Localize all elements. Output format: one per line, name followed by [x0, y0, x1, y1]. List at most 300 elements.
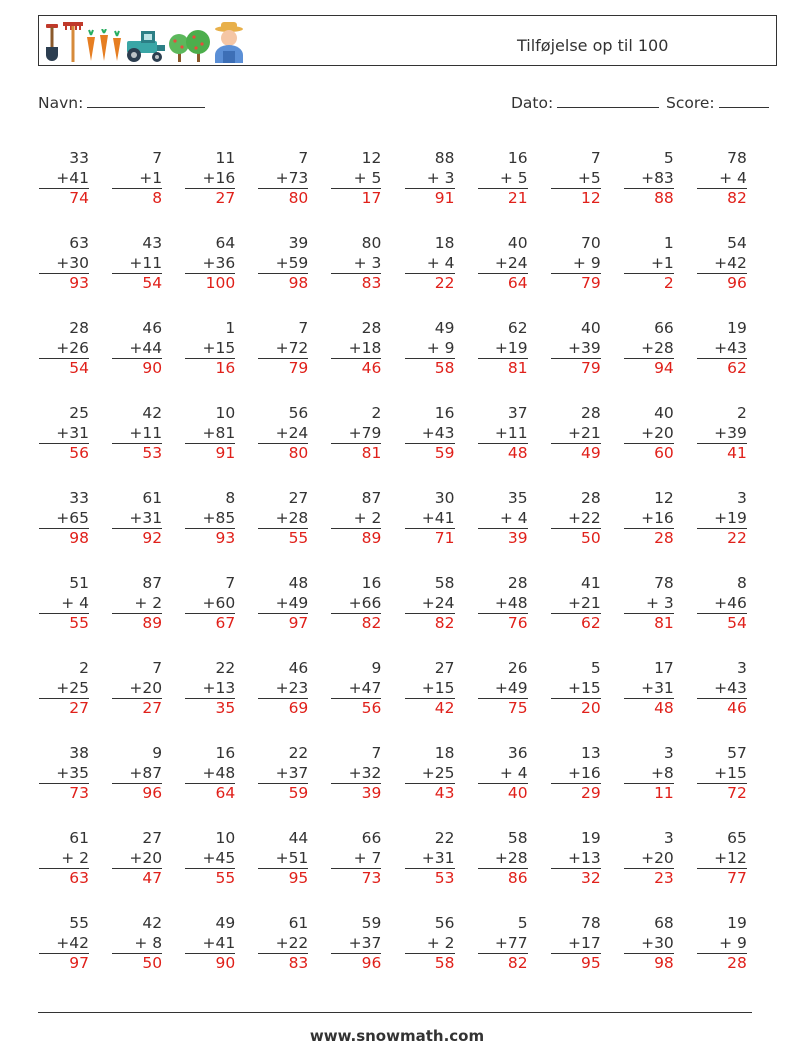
first-addend: 36 — [507, 744, 528, 762]
first-addend: 58 — [507, 829, 528, 847]
addition-problem — [258, 574, 308, 634]
answer: 80 — [288, 444, 309, 462]
second-addend: +39 — [551, 339, 601, 360]
addition-problem — [551, 744, 601, 804]
answer: 42 — [434, 699, 455, 717]
second-addend: +17 — [551, 934, 601, 955]
second-addend: +31 — [405, 849, 455, 870]
answer: 21 — [507, 189, 528, 207]
first-addend: 62 — [507, 319, 528, 337]
answer: 92 — [142, 529, 163, 547]
first-addend: 80 — [361, 234, 382, 252]
second-addend: +22 — [258, 934, 308, 955]
answer: 73 — [361, 869, 382, 887]
addition-problem — [185, 319, 235, 379]
answer: 28 — [654, 529, 674, 547]
second-addend: + 9 — [551, 254, 601, 275]
addition-problem — [478, 319, 528, 379]
addition-problem — [697, 914, 747, 974]
second-addend: +19 — [478, 339, 528, 360]
answer: 77 — [727, 869, 747, 887]
answer: 82 — [361, 614, 382, 632]
addition-problem — [39, 914, 89, 974]
second-addend: +16 — [624, 509, 674, 530]
second-addend: +79 — [331, 424, 381, 445]
addition-problem — [185, 149, 235, 209]
addition-problem — [331, 829, 381, 889]
date-label: Dato: — [511, 94, 554, 112]
second-addend: +19 — [697, 509, 747, 530]
date-field[interactable] — [511, 93, 659, 112]
second-addend: +15 — [185, 339, 235, 360]
first-addend: 54 — [727, 234, 747, 252]
first-addend: 44 — [288, 829, 309, 847]
second-addend: +20 — [112, 679, 162, 700]
addition-problem — [551, 319, 601, 379]
second-addend: +32 — [331, 764, 381, 785]
first-addend: 25 — [69, 404, 89, 422]
second-addend: +21 — [551, 424, 601, 445]
addition-problem — [112, 574, 162, 634]
addition-problem — [478, 744, 528, 804]
addition-problem — [112, 234, 162, 294]
first-addend: 27 — [288, 489, 309, 507]
second-addend: +85 — [185, 509, 235, 530]
second-addend: +25 — [39, 679, 89, 700]
second-addend: +49 — [258, 594, 308, 615]
second-addend: +20 — [624, 424, 674, 445]
addition-problem — [185, 914, 235, 974]
first-addend: 41 — [580, 574, 601, 592]
addition-problem — [258, 659, 308, 719]
answer: 48 — [654, 699, 674, 717]
second-addend: + 3 — [331, 254, 381, 275]
first-addend: 5 — [590, 659, 601, 677]
second-addend: +11 — [112, 254, 162, 275]
second-addend: + 2 — [112, 594, 162, 615]
first-addend: 55 — [69, 914, 89, 932]
second-addend: +28 — [258, 509, 308, 530]
first-addend: 18 — [434, 234, 455, 252]
answer: 83 — [288, 954, 309, 972]
addition-problem — [405, 319, 455, 379]
second-addend: +60 — [185, 594, 235, 615]
second-addend: +11 — [478, 424, 528, 445]
addition-problem — [405, 149, 455, 209]
addition-problem — [624, 659, 674, 719]
first-addend: 7 — [225, 574, 236, 592]
addition-problem — [258, 914, 308, 974]
second-addend: +43 — [697, 339, 747, 360]
first-addend: 7 — [371, 744, 382, 762]
answer: 63 — [69, 869, 89, 887]
addition-problem — [112, 149, 162, 209]
answer: 82 — [727, 189, 747, 207]
first-addend: 5 — [663, 149, 674, 167]
first-addend: 28 — [580, 404, 601, 422]
trees-icon — [167, 27, 211, 63]
first-addend: 10 — [215, 404, 236, 422]
first-addend: 7 — [298, 319, 309, 337]
first-addend: 16 — [215, 744, 236, 762]
addition-problem — [258, 149, 308, 209]
first-addend: 19 — [580, 829, 601, 847]
answer: 46 — [361, 359, 382, 377]
second-addend: +5 — [551, 169, 601, 190]
second-addend: + 4 — [478, 764, 528, 785]
addition-problem — [478, 914, 528, 974]
addition-problem — [331, 744, 381, 804]
first-addend: 7 — [152, 659, 163, 677]
second-addend: +13 — [551, 849, 601, 870]
second-addend: +43 — [697, 679, 747, 700]
second-addend: +21 — [551, 594, 601, 615]
answer: 2 — [663, 274, 674, 292]
addition-problem — [551, 489, 601, 549]
second-addend: +24 — [405, 594, 455, 615]
first-addend: 26 — [507, 659, 528, 677]
answer: 96 — [727, 274, 747, 292]
first-addend: 78 — [580, 914, 601, 932]
second-addend: +49 — [478, 679, 528, 700]
answer: 16 — [215, 359, 236, 377]
addition-problem — [258, 744, 308, 804]
answer: 53 — [142, 444, 163, 462]
name-label: Navn: — [38, 94, 84, 112]
addition-problem — [39, 404, 89, 464]
tractor-icon — [123, 29, 167, 63]
second-addend: +26 — [39, 339, 89, 360]
answer: 23 — [654, 869, 674, 887]
addition-problem — [697, 574, 747, 634]
addition-problem — [39, 489, 89, 549]
answer: 60 — [654, 444, 674, 462]
first-addend: 66 — [361, 829, 382, 847]
first-addend: 16 — [361, 574, 382, 592]
answer: 67 — [215, 614, 236, 632]
second-addend: +30 — [39, 254, 89, 275]
first-addend: 1 — [225, 319, 236, 337]
first-addend: 33 — [69, 489, 89, 507]
addition-problem — [478, 574, 528, 634]
addition-problem — [112, 744, 162, 804]
addition-problem — [185, 659, 235, 719]
answer: 81 — [361, 444, 382, 462]
addition-problem — [39, 744, 89, 804]
carrots-icon — [85, 29, 123, 63]
addition-problem — [405, 404, 455, 464]
answer: 49 — [580, 444, 601, 462]
name-line[interactable] — [87, 93, 205, 108]
first-addend: 16 — [434, 404, 455, 422]
addition-problem — [624, 829, 674, 889]
second-addend: +37 — [258, 764, 308, 785]
addition-problem — [551, 404, 601, 464]
addition-problem — [185, 574, 235, 634]
addition-problem — [551, 659, 601, 719]
answer: 90 — [142, 359, 163, 377]
first-addend: 9 — [152, 744, 163, 762]
second-addend: +37 — [331, 934, 381, 955]
addition-problem — [112, 489, 162, 549]
addition-problem — [258, 829, 308, 889]
second-addend: +12 — [697, 849, 747, 870]
first-addend: 48 — [288, 574, 309, 592]
second-addend: +59 — [258, 254, 308, 275]
answer: 72 — [727, 784, 747, 802]
first-addend: 49 — [434, 319, 455, 337]
worksheet-header — [38, 15, 777, 66]
first-addend: 1 — [663, 234, 674, 252]
header-icons — [43, 19, 247, 63]
date-line[interactable] — [557, 93, 659, 108]
addition-problem — [185, 744, 235, 804]
addition-problem — [697, 319, 747, 379]
answer: 90 — [215, 954, 236, 972]
first-addend: 66 — [654, 319, 674, 337]
second-addend: +31 — [624, 679, 674, 700]
answer: 47 — [142, 869, 163, 887]
answer: 81 — [654, 614, 674, 632]
answer: 94 — [654, 359, 674, 377]
first-addend: 59 — [361, 914, 382, 932]
answer: 28 — [727, 954, 747, 972]
first-addend: 33 — [69, 149, 89, 167]
addition-problem — [697, 404, 747, 464]
addition-problem — [478, 659, 528, 719]
second-addend: + 2 — [39, 849, 89, 870]
addition-problem — [331, 914, 381, 974]
answer: 89 — [361, 529, 382, 547]
answer: 62 — [580, 614, 601, 632]
worksheet-title: Tilføjelse op til 100 — [517, 36, 669, 55]
second-addend: +20 — [112, 849, 162, 870]
addition-problem — [405, 659, 455, 719]
second-addend: +13 — [185, 679, 235, 700]
second-addend: + 8 — [112, 934, 162, 955]
answer: 93 — [215, 529, 236, 547]
answer: 22 — [727, 529, 747, 547]
first-addend: 61 — [69, 829, 89, 847]
first-addend: 12 — [654, 489, 674, 507]
answer: 59 — [434, 444, 455, 462]
first-addend: 28 — [69, 319, 89, 337]
answer: 39 — [361, 784, 382, 802]
farmer-icon — [211, 21, 247, 63]
first-addend: 61 — [142, 489, 163, 507]
first-addend: 61 — [288, 914, 309, 932]
second-addend: +15 — [551, 679, 601, 700]
addition-problem — [624, 404, 674, 464]
answer: 22 — [434, 274, 455, 292]
answer: 20 — [580, 699, 601, 717]
second-addend: +73 — [258, 169, 308, 190]
answer: 32 — [580, 869, 601, 887]
answer: 54 — [727, 614, 747, 632]
first-addend: 28 — [507, 574, 528, 592]
answer: 55 — [69, 614, 89, 632]
first-addend: 18 — [434, 744, 455, 762]
addition-problem — [112, 659, 162, 719]
addition-problem — [258, 489, 308, 549]
second-addend: + 9 — [697, 934, 747, 955]
second-addend: +20 — [624, 849, 674, 870]
answer: 69 — [288, 699, 309, 717]
answer: 46 — [727, 699, 747, 717]
answer: 27 — [142, 699, 163, 717]
addition-problem — [331, 489, 381, 549]
first-addend: 8 — [225, 489, 236, 507]
second-addend: + 4 — [405, 254, 455, 275]
addition-problem — [112, 914, 162, 974]
answer: 95 — [580, 954, 601, 972]
addition-problem — [405, 574, 455, 634]
second-addend: +24 — [258, 424, 308, 445]
first-addend: 56 — [434, 914, 455, 932]
answer: 8 — [152, 189, 163, 207]
answer: 56 — [69, 444, 89, 462]
answer: 97 — [288, 614, 309, 632]
second-addend: + 5 — [478, 169, 528, 190]
first-addend: 39 — [288, 234, 309, 252]
second-addend: +15 — [697, 764, 747, 785]
answer: 55 — [288, 529, 309, 547]
first-addend: 43 — [142, 234, 163, 252]
answer: 91 — [434, 189, 455, 207]
first-addend: 64 — [215, 234, 236, 252]
second-addend: + 4 — [478, 509, 528, 530]
second-addend: +16 — [551, 764, 601, 785]
addition-problem — [551, 234, 601, 294]
answer: 98 — [69, 529, 89, 547]
addition-problem — [405, 744, 455, 804]
addition-problem — [112, 319, 162, 379]
addition-problem — [258, 319, 308, 379]
first-addend: 3 — [737, 659, 747, 677]
addition-problem — [331, 149, 381, 209]
second-addend: +11 — [112, 424, 162, 445]
answer: 91 — [215, 444, 236, 462]
footer-divider — [38, 1012, 752, 1013]
addition-problem — [624, 319, 674, 379]
answer: 98 — [654, 954, 674, 972]
first-addend: 5 — [517, 914, 528, 932]
score-field[interactable] — [666, 93, 769, 112]
second-addend: +46 — [697, 594, 747, 615]
answer: 64 — [507, 274, 528, 292]
addition-problem — [405, 489, 455, 549]
answer: 81 — [507, 359, 528, 377]
answer: 79 — [288, 359, 309, 377]
score-line[interactable] — [719, 93, 769, 108]
second-addend: +43 — [405, 424, 455, 445]
second-addend: +47 — [331, 679, 381, 700]
first-addend: 2 — [371, 404, 382, 422]
first-addend: 56 — [288, 404, 309, 422]
second-addend: +42 — [697, 254, 747, 275]
second-addend: +8 — [624, 764, 674, 785]
addition-problem — [697, 149, 747, 209]
answer: 35 — [215, 699, 236, 717]
first-addend: 58 — [434, 574, 455, 592]
first-addend: 42 — [142, 404, 163, 422]
answer: 40 — [507, 784, 528, 802]
second-addend: + 4 — [697, 169, 747, 190]
answer: 79 — [580, 274, 601, 292]
first-addend: 16 — [507, 149, 528, 167]
answer: 11 — [654, 784, 674, 802]
second-addend: +31 — [112, 509, 162, 530]
answer: 27 — [215, 189, 236, 207]
second-addend: +72 — [258, 339, 308, 360]
first-addend: 7 — [152, 149, 163, 167]
addition-problem — [331, 574, 381, 634]
addition-problem — [112, 404, 162, 464]
first-addend: 28 — [361, 319, 382, 337]
addition-problem — [624, 574, 674, 634]
first-addend: 88 — [434, 149, 455, 167]
second-addend: +65 — [39, 509, 89, 530]
first-addend: 2 — [737, 404, 747, 422]
addition-problem — [185, 404, 235, 464]
first-addend: 63 — [69, 234, 89, 252]
first-addend: 40 — [507, 234, 528, 252]
first-addend: 7 — [298, 149, 309, 167]
answer: 82 — [507, 954, 528, 972]
answer: 17 — [361, 189, 382, 207]
second-addend: + 4 — [39, 594, 89, 615]
second-addend: +22 — [551, 509, 601, 530]
addition-problem — [697, 829, 747, 889]
first-addend: 22 — [215, 659, 236, 677]
addition-problem — [478, 149, 528, 209]
addition-problem — [39, 574, 89, 634]
second-addend: +41 — [185, 934, 235, 955]
first-addend: 38 — [69, 744, 89, 762]
answer: 96 — [142, 784, 163, 802]
second-addend: +36 — [185, 254, 235, 275]
answer: 83 — [361, 274, 382, 292]
second-addend: +41 — [39, 169, 89, 190]
second-addend: +87 — [112, 764, 162, 785]
second-addend: +24 — [478, 254, 528, 275]
first-addend: 9 — [371, 659, 382, 677]
addition-problem — [624, 744, 674, 804]
answer: 88 — [654, 189, 674, 207]
first-addend: 87 — [142, 574, 163, 592]
second-addend: +31 — [39, 424, 89, 445]
second-addend: +16 — [185, 169, 235, 190]
answer: 54 — [69, 359, 89, 377]
first-addend: 40 — [654, 404, 674, 422]
footer-url[interactable]: www.snowmath.com — [309, 1027, 485, 1045]
answer: 71 — [434, 529, 455, 547]
first-addend: 87 — [361, 489, 382, 507]
second-addend: +42 — [39, 934, 89, 955]
first-addend: 19 — [727, 319, 747, 337]
addition-problem — [697, 489, 747, 549]
first-addend: 78 — [727, 149, 747, 167]
addition-problem — [478, 489, 528, 549]
second-addend: +48 — [478, 594, 528, 615]
first-addend: 12 — [361, 149, 382, 167]
first-addend: 35 — [507, 489, 528, 507]
addition-problem — [331, 659, 381, 719]
second-addend: +35 — [39, 764, 89, 785]
name-field[interactable] — [38, 93, 205, 112]
first-addend: 22 — [434, 829, 455, 847]
first-addend: 70 — [580, 234, 601, 252]
